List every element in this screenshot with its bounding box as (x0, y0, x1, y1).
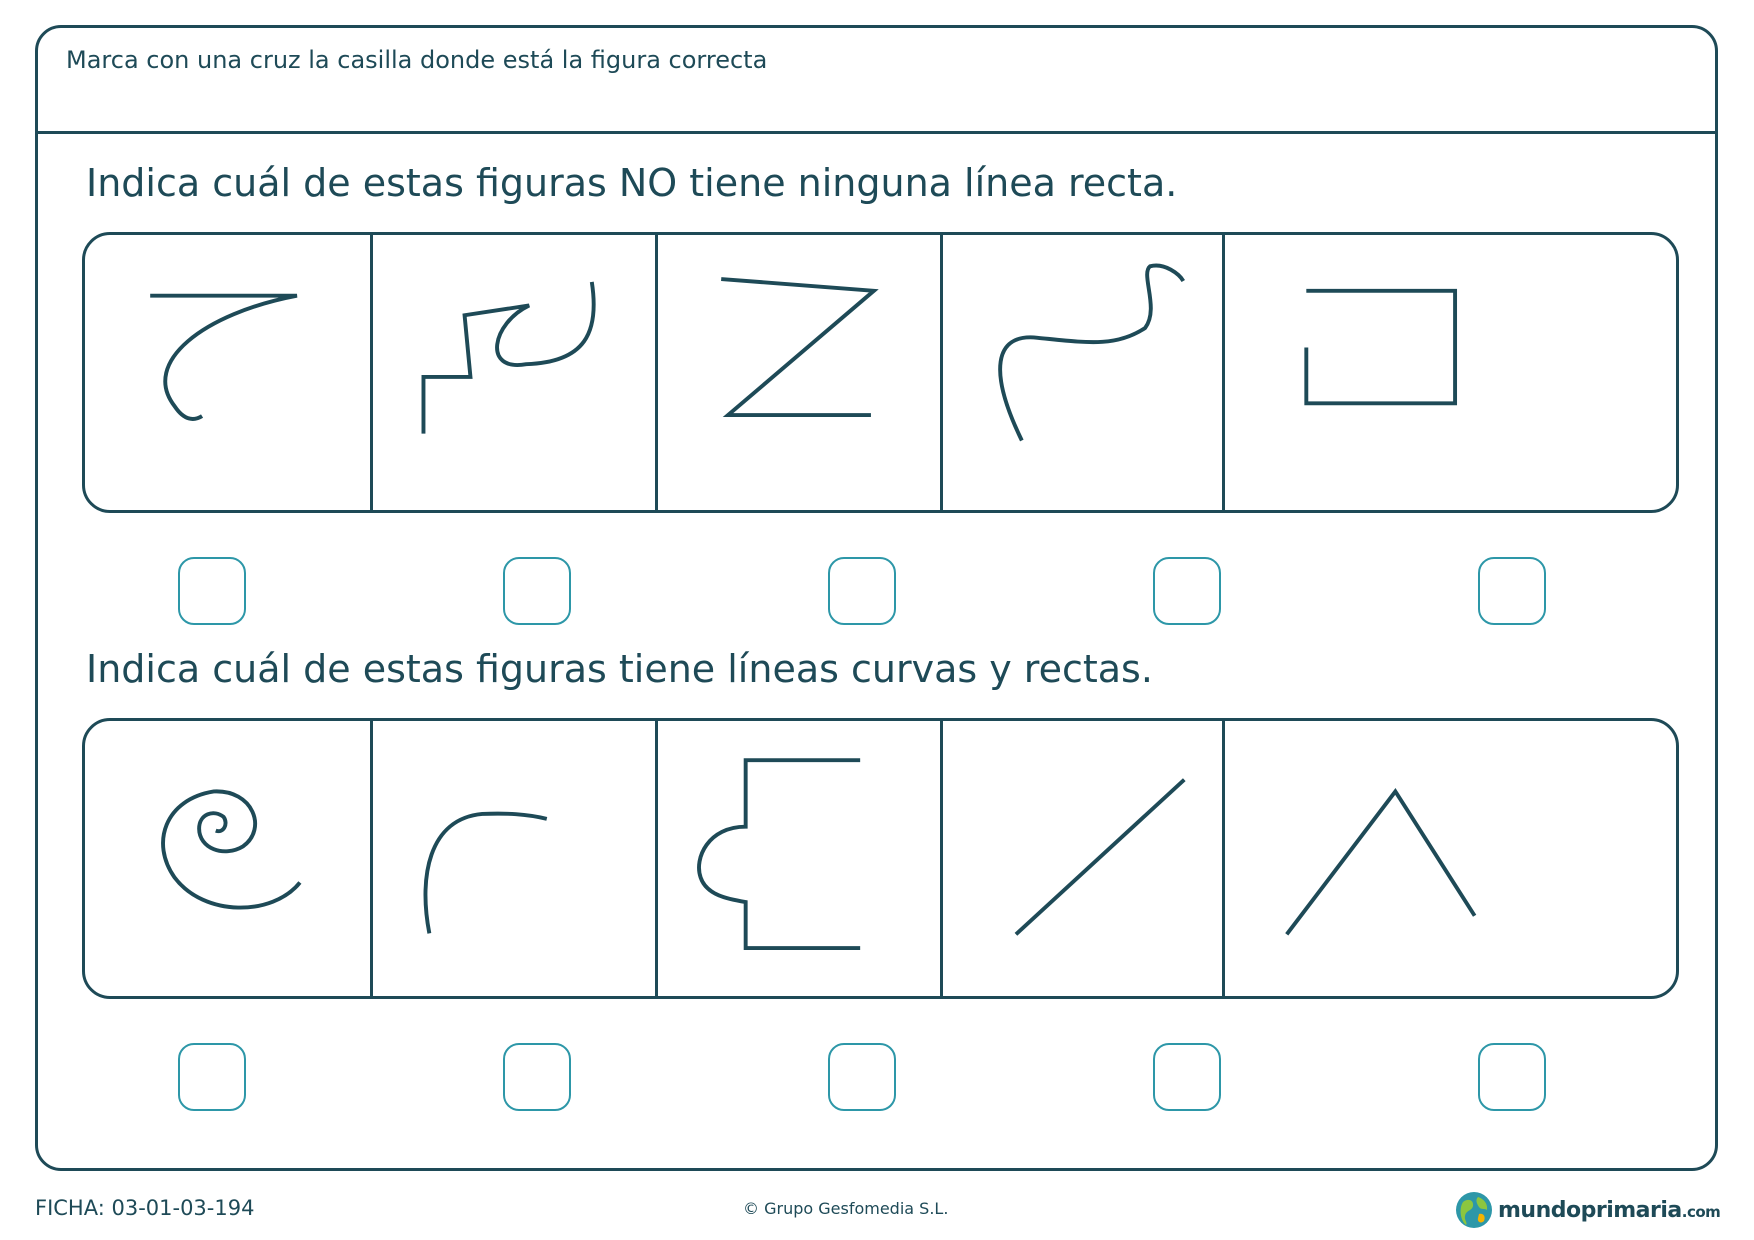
mundoprimaria-logo[interactable] (1454, 1190, 1720, 1230)
ficha-code: FICHA: 03-01-03-194 (35, 1196, 255, 1220)
question-1-figures (82, 232, 1679, 513)
checkbox-1-1[interactable] (178, 557, 246, 625)
copyright-text: © Grupo Gesfomedia S.L. (743, 1199, 949, 1218)
instruction-text: Marca con una cruz la casilla donde está la figura correcta (66, 46, 768, 74)
figure-cell-1-2 (373, 235, 658, 510)
line-and-curve-figure (85, 235, 370, 510)
header-divider (38, 131, 1715, 134)
figure-cell-2-5 (1225, 721, 1508, 996)
checkbox-2-1[interactable] (178, 1043, 246, 1111)
figure-cell-2-2 (373, 721, 658, 996)
checkbox-1-3[interactable] (828, 557, 896, 625)
figure-cell-1-4 (943, 235, 1225, 510)
wavy-curve-figure (943, 235, 1222, 510)
figure-cell-2-1 (85, 721, 373, 996)
spiral-figure (85, 721, 370, 996)
figure-cell-1-3 (658, 235, 943, 510)
figure-cell-2-3 (658, 721, 943, 996)
globe-icon (1454, 1190, 1494, 1230)
worksheet-frame (35, 25, 1718, 1171)
caret-angle-figure (1225, 721, 1508, 996)
checkbox-2-3[interactable] (828, 1043, 896, 1111)
checkbox-1-2[interactable] (503, 557, 571, 625)
checkbox-1-5[interactable] (1478, 557, 1546, 625)
figure-cell-1-5 (1225, 235, 1508, 510)
question-2-figures (82, 718, 1679, 999)
steps-and-hook-figure (373, 235, 655, 510)
figure-cell-2-4 (943, 721, 1225, 996)
bracket-with-bump-figure (658, 721, 940, 996)
logo-text: mundoprimaria.com (1498, 1197, 1721, 1223)
checkbox-2-2[interactable] (503, 1043, 571, 1111)
checkbox-2-4[interactable] (1153, 1043, 1221, 1111)
arc-curve-figure (373, 721, 655, 996)
z-zigzag-figure (658, 235, 940, 510)
checkbox-2-5[interactable] (1478, 1043, 1546, 1111)
question-1-text: Indica cuál de estas figuras NO tiene ninguna línea recta. (86, 161, 1178, 205)
figure-cell-1-1 (85, 235, 373, 510)
open-rectangle-figure (1225, 235, 1508, 510)
checkbox-1-4[interactable] (1153, 557, 1221, 625)
question-2-text: Indica cuál de estas figuras tiene líneas curvas y rectas. (86, 647, 1153, 691)
diagonal-line-figure (943, 721, 1222, 996)
